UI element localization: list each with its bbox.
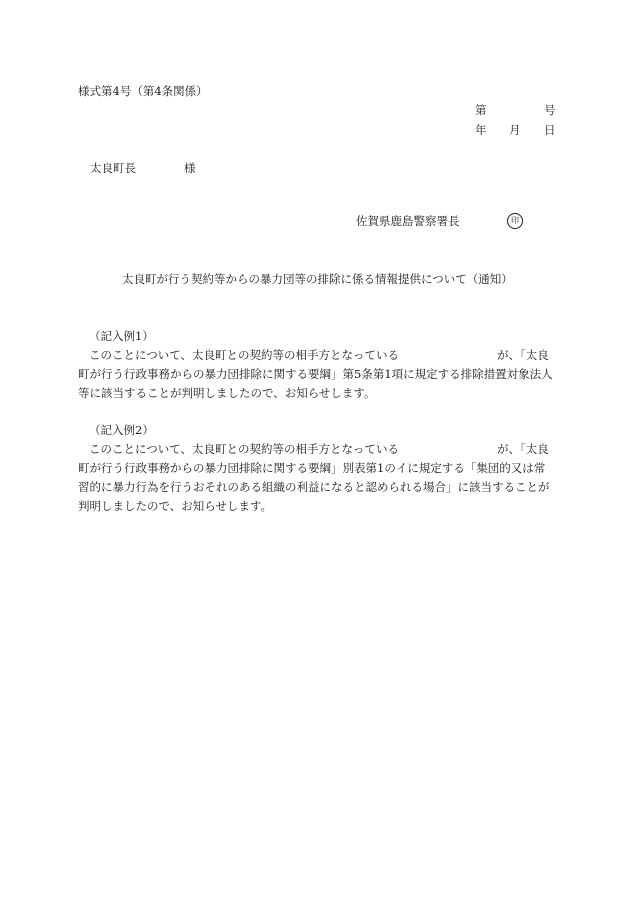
example-2-body-part2: が、「太良町が行う行政事務からの暴力団排除に関する要綱」別表第1のイに規定する「集団的又は常習的に暴力行為を行うおそれのある組織の利益になると認められる場合」に該当することが判明しましたので、お知らせします。 <box>78 442 550 513</box>
form-number: 様式第4号（第4条関係） <box>78 84 208 98</box>
example-1-body-part2: が、「太良町が行う行政事務からの暴力団排除に関する要綱」第5条第1項に規定する排除措置対象法人等に該当することが判明しましたので、お知らせします。 <box>78 348 553 400</box>
sender-name: 佐賀県鹿島警察署長 <box>356 214 460 228</box>
example-2 <box>78 421 556 516</box>
example-1-body <box>78 346 556 403</box>
doc-number-go: 号 <box>544 103 556 117</box>
date-year: 年 <box>475 123 487 137</box>
example-1 <box>78 327 556 403</box>
doc-number-dai: 第 <box>475 103 487 117</box>
example-2-body-part1: このことについて、太良町との契約等の相手方となっている <box>89 442 400 456</box>
document-title: 太良町が行う契約等からの暴力団等の排除に係る情報提供について（通知） <box>122 272 513 286</box>
example-1-body-part1: このことについて、太良町との契約等の相手方となっている <box>89 348 400 362</box>
date-day: 日 <box>544 123 556 137</box>
date-month: 月 <box>509 123 521 137</box>
example-1-label: （記入例1） <box>89 329 154 343</box>
seal-mark: 印 <box>507 213 523 229</box>
recipient-honorific: 様 <box>184 161 196 175</box>
recipient-name: 太良町長 <box>90 161 136 175</box>
example-2-body <box>78 440 556 516</box>
example-2-label: （記入例2） <box>89 423 154 437</box>
